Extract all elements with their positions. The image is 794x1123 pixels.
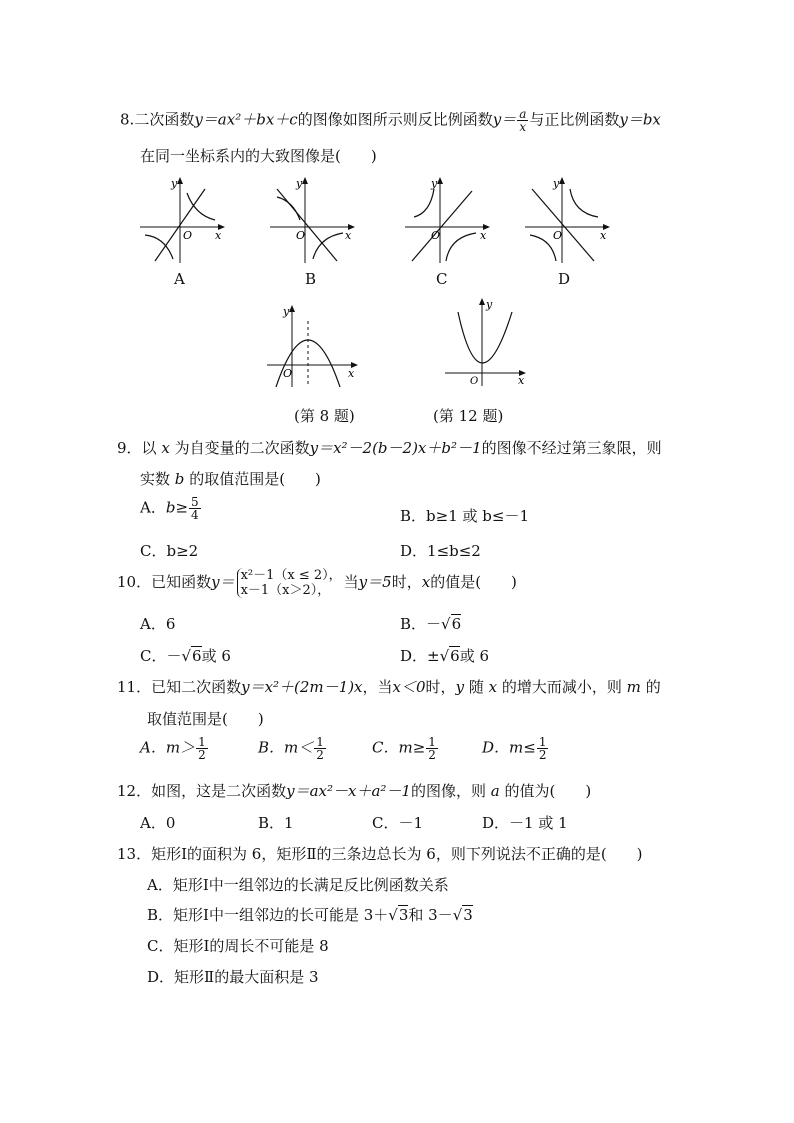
q9-option-c: C．b≥2 <box>140 542 199 560</box>
q10-stem: 10．已知函数y＝ x²－1（x ≤ 2）， x－1（x＞2）， 当y＝5时，x的值是( ) <box>117 568 517 598</box>
q10-piecewise: x²－1（x ≤ 2）， x－1（x＞2）， <box>237 568 342 598</box>
q8-d-axis-y: y <box>553 177 560 190</box>
q11-option-a: A．m＞ $\frac{1}{2}$ <box>140 735 206 762</box>
q8-inv-fraction: $\frac{a}{x}$ <box>519 107 527 134</box>
q12-fig-axis-y: y <box>486 298 493 311</box>
q9-stem-line1: 9．以 x 为自变量的二次函数y＝x²－2(b－2)x＋b²－1的图像不经过第三象限，则 <box>117 439 662 457</box>
q10-option-a: A．6 <box>140 615 176 633</box>
q8-text-c: 与正比例函数 <box>529 110 620 129</box>
q10-option-c: C．－√6或 6 <box>140 647 231 665</box>
q9-stem-line2: 实数 b 的取值范围是( ) <box>140 470 321 488</box>
q8-graph-b <box>265 175 360 265</box>
q8-inv-lhs: y＝ <box>492 110 517 129</box>
q8-a-axis-x: x <box>215 229 222 242</box>
q8-label-c: C <box>436 270 448 288</box>
q10-option-b: B．－√6 <box>400 615 462 633</box>
q8-label-b: B <box>305 270 317 288</box>
q12-formula: y＝ax²－x＋a²－1 <box>286 782 411 800</box>
q8-fig-origin: O <box>283 367 293 380</box>
q8-a-axis-y: y <box>171 177 178 190</box>
q8-b-origin: O <box>296 229 306 242</box>
q8-text-a: 二次函数 <box>134 110 195 129</box>
q12-caption: (第 12 题) <box>433 407 504 425</box>
q8-fig-axis-y: y <box>283 305 290 318</box>
q8-formula-lin: y＝bx <box>619 110 661 129</box>
q8-c-origin: O <box>431 229 441 242</box>
q11-stem-line2: 取值范围是( ) <box>147 710 264 728</box>
q11-formula: y＝x²＋(2m－1)x <box>241 678 363 696</box>
q8-d-axis-x: x <box>600 229 607 242</box>
q8-fig-axis-x: x <box>348 367 355 380</box>
q12-option-d: D．－1 或 1 <box>482 814 568 832</box>
q8-d-origin: O <box>553 229 563 242</box>
q11-option-c: C．m≥ $\frac{1}{2}$ <box>372 735 436 762</box>
q10-option-d: D．±√6或 6 <box>400 647 490 665</box>
q8-graph-a <box>135 175 230 265</box>
q13-option-d: D．矩形Ⅱ的最大面积是 3 <box>147 968 319 986</box>
q8-label-a: A <box>174 270 185 288</box>
q8-graph-d <box>520 175 615 265</box>
q8-stem-line2: 在同一坐标系内的大致图像是( ) <box>140 147 377 165</box>
q9-option-a: A．b≥ $\frac{5}{4}$ <box>140 495 199 522</box>
q11-stem-line1: 11．已知二次函数y＝x²＋(2m－1)x，当x＜0时，y 随 x 的增大而减小，则 m 的 <box>117 678 661 696</box>
q12-stem: 12．如图，这是二次函数y＝ax²－x＋a²－1的图像，则 a 的值为( ) <box>117 782 592 800</box>
q12-option-b: B．1 <box>258 814 294 832</box>
q11-option-b: B．m＜ $\frac{1}{2}$ <box>258 735 324 762</box>
q8-b-axis-y: y <box>296 177 303 190</box>
q8-c-axis-y: y <box>431 177 438 190</box>
q8-c-axis-x: x <box>480 229 487 242</box>
q12-fig-axis-x: x <box>518 374 525 387</box>
q8-text-b: 的图像如图所示则反比例函数 <box>297 110 493 129</box>
q12-parabola-figure <box>440 296 530 388</box>
q11-option-d: D．m≤ $\frac{1}{2}$ <box>482 735 547 762</box>
q9-option-b: B．b≥1 或 b≤－1 <box>400 507 529 525</box>
q8-caption: (第 8 题) <box>294 407 355 425</box>
q13-option-c: C．矩形Ⅰ的周长不可能是 8 <box>147 937 329 955</box>
q8-parabola-figure <box>262 303 362 388</box>
q12-option-a: A．0 <box>140 814 176 832</box>
q8-graph-c <box>400 175 495 265</box>
q8-number: 8. <box>120 110 135 129</box>
q13-stem: 13．矩形Ⅰ的面积为 6，矩形Ⅱ的三条边总长为 6，则下列说法不正确的是( ) <box>117 845 643 863</box>
q9-opt-a-fraction: $\frac{5}{4}$ <box>191 495 199 522</box>
q8-formula-quad: y＝ax²＋bx＋c <box>194 110 298 129</box>
q12-fig-origin: O <box>470 376 479 387</box>
q12-option-c: C．－1 <box>372 814 424 832</box>
q8-label-d: D <box>558 270 571 288</box>
q13-option-a: A．矩形Ⅰ中一组邻边的长满足反比例函数关系 <box>147 876 449 894</box>
q13-option-b: B．矩形Ⅰ中一组邻边的长可能是 3＋√3和 3－√3 <box>147 906 473 924</box>
q8-b-axis-x: x <box>345 229 352 242</box>
q9-formula: y＝x²－2(b－2)x＋b²－1 <box>309 439 482 457</box>
q8-stem-line1 <box>120 108 661 133</box>
q9-option-d: D．1≤b≤2 <box>400 542 481 560</box>
q8-a-origin: O <box>183 229 193 242</box>
